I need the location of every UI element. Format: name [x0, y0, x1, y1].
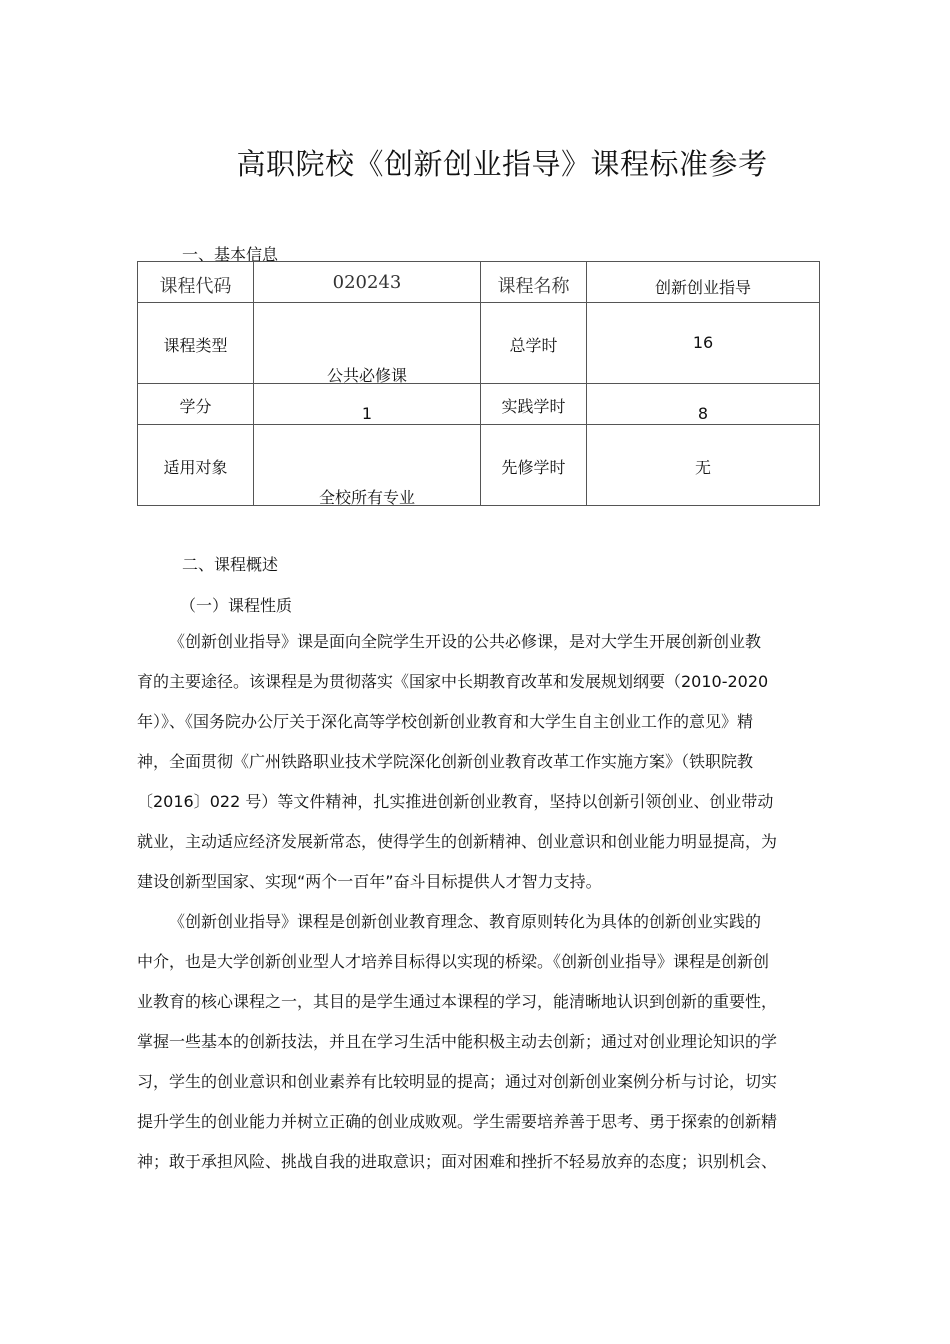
target-value: 全校所有专业 — [318, 488, 415, 507]
prereq-value: 无 — [694, 458, 711, 477]
paragraph-course-nature-1 — [137, 622, 821, 902]
paragraph-course-nature-2 — [137, 902, 821, 1182]
paragraph-line: 掌握一些基本的创新技法，并且在学习生活中能积极主动去创新；通过对创业理论知识的学 — [137, 1032, 778, 1051]
basic-info-table — [137, 261, 820, 506]
table-row — [138, 262, 820, 303]
course-type-label-cell — [138, 303, 254, 384]
paragraph-line: 育的主要途径。该课程是为贯彻落实《国家中长期教育改革和发展规划纲要（2010-2020 — [137, 672, 769, 691]
paragraph-line: 业教育的核心课程之一，其目的是学生通过本课程的学习，能清晰地认识到创新的重要性， — [137, 992, 778, 1011]
practice-hours-label-cell — [481, 384, 587, 425]
credits-value-cell — [254, 384, 481, 425]
total-hours-value: 16 — [692, 333, 714, 352]
credits-label: 学分 — [179, 397, 212, 416]
credits-label-cell — [138, 384, 254, 425]
practice-hours-value: 8 — [697, 404, 709, 423]
paragraph-line: 《创新创业指导》课是面向全院学生开设的公共必修课，是对大学生开展创新创业教 — [169, 632, 762, 651]
table-row — [138, 425, 820, 506]
target-label: 适用对象 — [163, 458, 228, 477]
total-hours-label-cell — [481, 303, 587, 384]
table-row — [138, 303, 820, 384]
course-code-value: 020243 — [332, 272, 402, 293]
paragraph-line: 就业，主动适应经济发展新常态，使得学生的创新精神、创业意识和创业能力明显提高，为 — [137, 832, 778, 851]
section-heading-basic-info: 一、基本信息 — [182, 245, 279, 264]
prereq-value-cell — [587, 425, 820, 506]
target-label-cell — [138, 425, 254, 506]
course-code-label-cell — [138, 262, 254, 303]
credits-value: 1 — [361, 404, 373, 423]
paragraph-line: 神；敢于承担风险、挑战自我的进取意识；面对困难和挫折不轻易放弃的态度；识别机会、 — [137, 1152, 778, 1171]
course-name-label-cell — [481, 262, 587, 303]
practice-hours-label: 实践学时 — [501, 397, 566, 416]
course-code-label: 课程代码 — [159, 276, 232, 297]
course-type-value: 公共必修课 — [326, 366, 407, 385]
course-name-value-cell — [587, 262, 820, 303]
total-hours-label: 总学时 — [509, 336, 558, 355]
subheading-course-nature: （一）课程性质 — [180, 596, 293, 615]
prereq-label-cell — [481, 425, 587, 506]
course-type-label: 课程类型 — [163, 336, 228, 355]
section-heading-overview: 二、课程概述 — [182, 555, 279, 574]
paragraph-line: 习，学生的创业意识和创业素养有比较明显的提高；通过对创新创业案例分析与讨论，切实 — [137, 1072, 778, 1091]
paragraph-line: 建设创新型国家、实现“两个一百年”奋斗目标提供人才智力支持。 — [137, 872, 602, 891]
total-hours-value-cell — [587, 303, 820, 384]
course-name-value: 创新创业指导 — [654, 278, 751, 297]
paragraph-line: 《创新创业指导》课程是创新创业教育理念、教育原则转化为具体的创新创业实践的 — [169, 912, 762, 931]
course-name-label: 课程名称 — [497, 276, 570, 297]
paragraph-line: 提升学生的创业能力并树立正确的创业成败观。学生需要培养善于思考、勇于探索的创新精 — [137, 1112, 778, 1131]
target-value-cell — [254, 425, 481, 506]
practice-hours-value-cell — [587, 384, 820, 425]
page-title: 高职院校《创新创业指导》课程标准参考 — [236, 147, 768, 181]
prereq-label: 先修学时 — [501, 458, 566, 477]
table-row — [138, 384, 820, 425]
paragraph-line: 年）》、《国务院办公厅关于深化高等学校创新创业教育和大学生自主创业工作的意见》精 — [137, 712, 754, 731]
course-code-value-cell — [254, 262, 481, 303]
paragraph-line: 〔2016〕022 号）等文件精神，扎实推进创新创业教育，坚持以创新引领创业、创业带动 — [137, 792, 774, 811]
course-type-value-cell — [254, 303, 481, 384]
paragraph-line: 中介，也是大学创新创业型人才培养目标得以实现的桥梁。《创新创业指导》课程是创新创 — [137, 952, 770, 971]
paragraph-line: 神，全面贯彻《广州铁路职业技术学院深化创新创业教育改革工作实施方案》（铁职院教 — [137, 752, 754, 771]
